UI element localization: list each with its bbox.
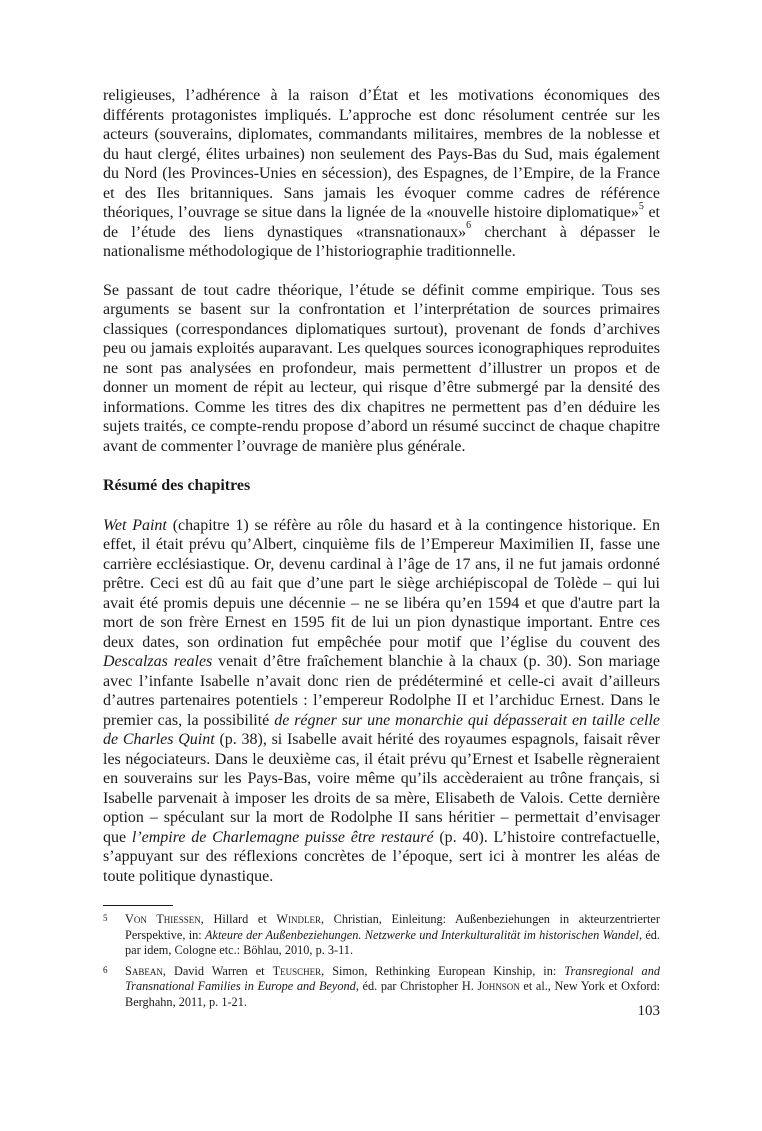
chapter-title: Wet Paint xyxy=(103,516,167,534)
footnote-6 xyxy=(103,964,660,1011)
footnote-number: 5 xyxy=(103,913,108,923)
footnote-text: éd. par idem, Cologne etc.: Böhlau, 2010, p. 3-11. xyxy=(125,927,660,957)
page-body xyxy=(103,86,660,1010)
footnote-ref-6[interactable]: 6 xyxy=(466,220,472,232)
footnote-text: éd. par Christopher H. xyxy=(358,979,478,993)
italic-phrase-1: Descalzas reales xyxy=(103,653,213,670)
footnote-text: , Christian, Einleitung: Außenbeziehungen in akteurzentrierter Perspektive, in: xyxy=(125,912,660,942)
footnote-text: et al., New York et Oxford: Berghahn, 2011, p. 1-21. xyxy=(125,979,661,1009)
paragraph-3-text-c: (p. 38), si Isabelle avait hérité des royaumes espagnols, faisait rêver les négociateurs. Dans le deuxième cas, il était prévu qu’Ernest et Isabelle règneraient en souverains sur les Pays-Bas, voire même qu’ils accèderaient au trône français, si Isabelle parvenait à imposer les droits de sa mère, Elisabeth de Valois. Cette dernière option – spéculant sur la mort de Rodolphe II sans héritier – permettait d’envisager que xyxy=(103,731,661,846)
paragraph-3-text-d: (p. 40). L’histoire contrefactuelle, s’appuyant sur des réflexions concrètes de l’époque, sert ici à montrer les aléas de toute politique dynastique. xyxy=(103,828,660,885)
paragraph-1-text-mid: et de l’étude des liens dynastiques «transnationaux» xyxy=(103,204,661,241)
footnote-text: , Hillard et xyxy=(200,912,277,926)
paragraph-1 xyxy=(103,86,660,262)
paragraph-3-text-b: venait d’être fraîchement blanchie à la chaux (p. 30). Son mariage avec l’infante Isabelle n’avait donc rien de prédéterminé et celle-ci avait d’ailleurs d’autres partenaires potentiels : l’empereur Rodolphe II et l’archiduc Ernest. Dans le premier cas, la possibilité xyxy=(103,653,660,729)
footnote-text: , Simon, Rethinking European Kinship, in: xyxy=(321,963,565,978)
footnote-author: Johnson xyxy=(477,979,520,993)
footnote-author: Sabean xyxy=(125,963,163,978)
footnote-author: Von Thiessen xyxy=(125,912,201,926)
italic-phrase-3: l’empire de Charlemagne puisse être restauré xyxy=(131,828,434,846)
footnote-number: 6 xyxy=(103,964,108,975)
footnote-title: Akteure der Außenbeziehungen. Netzwerke und Interkulturalität im historischen Wandel, xyxy=(205,927,643,942)
page-number: 103 xyxy=(637,1003,660,1019)
italic-phrase-2: de régner sur une monarchie qui dépasserait en taille celle de Charles Quint xyxy=(103,711,660,748)
footnote-author: Teuscher xyxy=(272,963,322,978)
paragraph-3 xyxy=(103,516,660,887)
paragraph-2: Se passant de tout cadre théorique, l’étude se définit comme empirique. Tous ses arguments se basent sur la confrontation et l’interprétation de sources primaires classiques (correspondances diplomatiques surtout), provenant de fonds d’archives peu ou jamais exploités auparavant. Les quelques sources iconographiques reproduites ne sont pas analysées en profondeur, mais permettent d’illustrer un propos et de donner un moment de répit au lecteur, qui risque d’être submergé par la densité des informations. Comme les titres des dix chapitres ne permettent pas d’en déduire les sujets traités, ce compte-rendu propose d’abord un résumé succinct de chaque chapitre avant de commenter l’ouvrage de manière plus générale. xyxy=(103,281,660,455)
footnote-author: Windler xyxy=(276,912,321,926)
footnote-ref-5[interactable]: 5 xyxy=(638,200,644,212)
footnote-text: , David Warren et xyxy=(162,963,273,978)
footnote-divider xyxy=(103,905,173,906)
footnote-title: Transregional and Transnational Families in Europe and Beyond, xyxy=(125,963,661,993)
footnote-5 xyxy=(103,912,660,959)
paragraph-3-text-a: (chapitre 1) se réfère au rôle du hasard et à la contingence historique. En effet, il était prévu qu’Albert, cinquième fils de l’Empereur Maximilien II, fasse une carrière ecclésiastique. Or, devenu cardinal à l’âge de 17 ans, il ne fut jamais ordonné prêtre. Ceci est dû au fait que d’une part le siège archiépiscopal de Tolède – qui lui avait été promis depuis une décennie – ne se libéra qu’en 1594 et que d'autre part la mort de son frère Ernest en 1595 fit de lui un pion dynastique important. Entre ces deux dates, son ordination fut empêchée pour motif que l’église du couvent des xyxy=(103,516,660,651)
paragraph-1-text-end: cherchant à dépasser le nationalisme méthodologique de l’historiographie traditionnelle. xyxy=(103,223,660,260)
section-heading: Résumé des chapitres xyxy=(103,477,251,494)
paragraph-1-text: religieuses, l’adhérence à la raison d’État et les motivations économiques des différents protagonistes impliqués. L’approche est donc résolument centrée sur les acteurs (souverains, diplomates, commandants militaires, membres de la noblesse et du haut clergé, élites urbaines) non seulement des Pays-Bas du Sud, mais également du Nord (les Provinces-Unies en sécession), des Espagnes, de l’Empire, de la France et des Iles britanniques. Sans jamais les évoquer comme cadres de référence théoriques, l’ouvrage se situe dans la lignée de la «nouvelle histoire diplomatique» xyxy=(103,87,660,221)
